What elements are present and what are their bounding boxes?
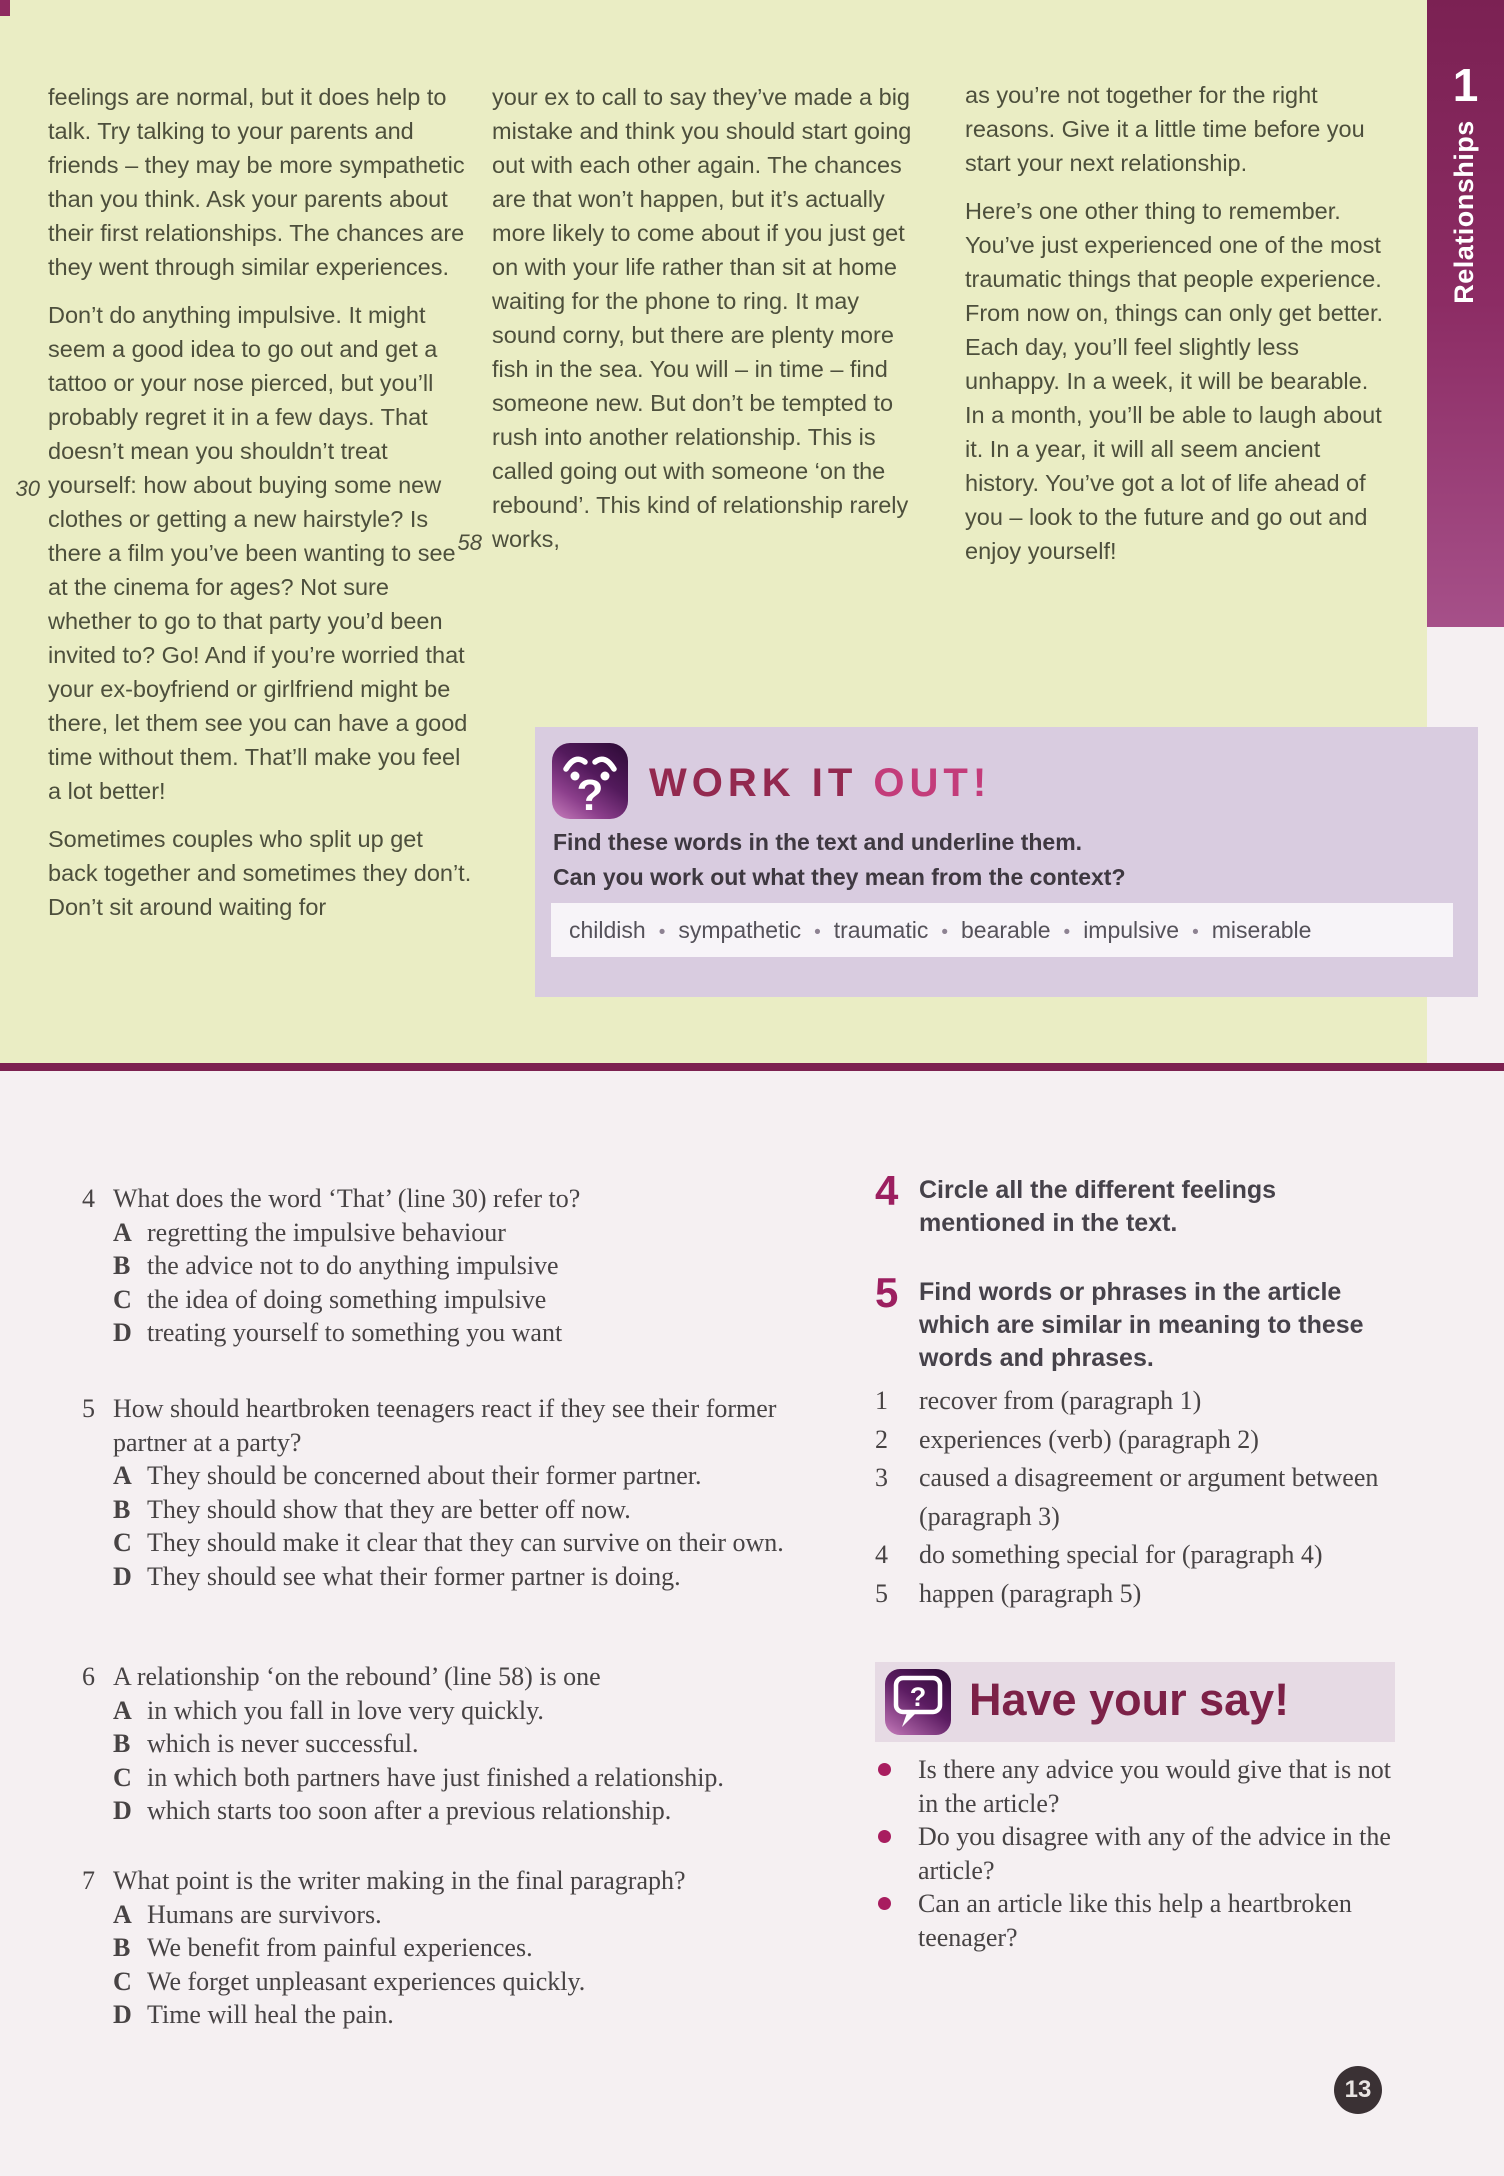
option-text: the idea of doing something impulsive xyxy=(147,1284,547,1314)
option-letter: D xyxy=(113,1796,132,1825)
article-paragraph: Sometimes couples who split up get back together and sometimes they don’t. Don’t sit around waiting for xyxy=(48,826,472,920)
have-your-say-title: Have your say! xyxy=(969,1674,1290,1725)
option-text: the advice not to do anything impulsive xyxy=(147,1251,559,1280)
option-text: which is never successful. xyxy=(147,1729,419,1758)
unit-title-rotated xyxy=(1425,92,1503,332)
vocabulary-word: sympathetic • xyxy=(678,917,833,944)
article-column-2 xyxy=(492,80,920,570)
option-letter: D xyxy=(113,1561,132,1591)
item-number: 4 xyxy=(875,1540,888,1569)
task-5 xyxy=(875,1269,1410,1375)
instruction-line: Can you work out what they mean from the context? xyxy=(553,864,1126,890)
article-column-1 xyxy=(48,80,473,938)
option-text: They should make it clear that they can survive on their own. xyxy=(147,1528,784,1557)
question-text: What does the word ‘That’ (line 30) refer to? xyxy=(113,1184,581,1213)
option-letter: D xyxy=(113,2000,132,2029)
task-4 xyxy=(875,1167,1410,1240)
item-text: experiences (verb) (paragraph 2) xyxy=(919,1424,1259,1454)
option-text: in which both partners have just finished a relationship. xyxy=(147,1762,724,1792)
answer-option xyxy=(113,1216,806,1250)
question-text: What point is the writer making in the final paragraph? xyxy=(113,1866,686,1895)
option-text: They should show that they are better off now. xyxy=(147,1494,631,1524)
unit-title: Relationships xyxy=(1448,120,1479,304)
option-text: treating yourself to something you want xyxy=(147,1318,563,1347)
option-letter: B xyxy=(113,1494,131,1524)
article-paragraph: Don’t do anything impulsive. It might seem a good idea to go out and get a tattoo or your nose pierced, but you’ll probably regret it in a few days. That doesn’t mean you shouldn’t treat yourself: how about buying some new clothes or getting a new hairstyle? Is there a film you’ve been wanting to see at the cinema for ages? Not sure whether to go to that party you’d been invited to? Go! And if you’re worried that your ex-boyfriend or girlfriend might be there, let them see you can have a good time without them. That’ll make you feel a lot better! xyxy=(48,302,468,804)
option-text: in which you fall in love very quickly. xyxy=(147,1695,544,1725)
article-section xyxy=(0,0,1427,1066)
option-letter: C xyxy=(113,1966,132,1996)
bullet-dot xyxy=(878,1897,891,1910)
answer-option xyxy=(113,1761,806,1795)
article-paragraph: as you’re not together for the right reasons. Give it a little time before you start your next relationship. xyxy=(965,82,1365,176)
option-letter: B xyxy=(113,1933,131,1962)
question-7 xyxy=(82,1864,806,2032)
option-letter: D xyxy=(113,1318,132,1347)
task-number: 5 xyxy=(875,1269,899,1316)
vocabulary-word-strip xyxy=(551,903,1453,957)
task-text: Find words or phrases in the article which are similar in meaning to these words and phrases. xyxy=(919,1278,1364,1372)
answer-option xyxy=(113,1493,806,1527)
item-number: 3 xyxy=(875,1463,888,1492)
svg-text:?: ? xyxy=(576,771,604,819)
task-5-items xyxy=(875,1382,1395,1613)
corner-mark xyxy=(0,0,10,16)
task-number: 4 xyxy=(875,1167,899,1214)
question-number: 6 xyxy=(82,1662,95,1691)
answer-option xyxy=(113,1727,806,1761)
item-number: 1 xyxy=(875,1386,888,1415)
item-number: 2 xyxy=(875,1424,888,1454)
work-it-out-box xyxy=(535,727,1478,997)
speech-bubble-icon xyxy=(885,1669,951,1735)
option-text: We benefit from painful experiences. xyxy=(147,1933,533,1962)
option-text: Humans are survivors. xyxy=(147,1899,382,1929)
answer-option xyxy=(113,1998,806,2032)
article-paragraph: feelings are normal, but it does help to talk. Try talking to your parents and friends – they may be more sympathetic than you think. Ask your parents about their first relationships. The chances are they went through similar experiences. xyxy=(48,84,465,280)
option-text: which starts too soon after a previous relationship. xyxy=(147,1796,672,1825)
task-item xyxy=(875,1459,1395,1536)
question-6 xyxy=(82,1660,806,1828)
bullet-text: Is there any advice you would give that is not in the article? xyxy=(918,1755,1391,1818)
task-item xyxy=(875,1575,1395,1614)
question-4 xyxy=(82,1182,806,1350)
page-number: 13 xyxy=(1334,2066,1382,2114)
vocabulary-word: traumatic • xyxy=(834,917,961,944)
article-column-3 xyxy=(965,78,1390,582)
answer-option xyxy=(113,1965,806,1999)
question-number: 4 xyxy=(82,1184,95,1213)
option-letter: A xyxy=(113,1695,132,1725)
answer-option xyxy=(113,1283,806,1317)
answer-option xyxy=(113,1526,806,1560)
unit-number: 1 xyxy=(1452,59,1479,111)
vocabulary-word: bearable • xyxy=(961,917,1083,944)
option-letter: C xyxy=(113,1762,132,1792)
have-your-say-header xyxy=(875,1662,1395,1742)
instruction-line: Find these words in the text and underline them. xyxy=(553,829,1083,855)
item-text: do something special for (paragraph 4) xyxy=(919,1540,1323,1569)
question-text: A relationship ‘on the rebound’ (line 58) is one xyxy=(113,1662,601,1691)
option-text: Time will heal the pain. xyxy=(147,2000,394,2029)
answer-option xyxy=(113,1694,806,1728)
task-item xyxy=(875,1382,1395,1421)
work-it-out-instructions xyxy=(553,825,1126,895)
option-letter: B xyxy=(113,1729,131,1758)
item-number: 5 xyxy=(875,1578,888,1608)
option-letter: C xyxy=(113,1284,132,1314)
item-text: happen (paragraph 5) xyxy=(919,1578,1142,1608)
question-face-icon xyxy=(552,743,628,819)
work-it-out-title-accent: OUT! xyxy=(873,761,992,805)
answer-option xyxy=(113,1898,806,1932)
option-text: We forget unpleasant experiences quickly. xyxy=(147,1966,586,1996)
answer-option xyxy=(113,1560,806,1594)
item-text: recover from (paragraph 1) xyxy=(919,1386,1202,1415)
have-your-say-questions xyxy=(878,1753,1398,1954)
bullet-dot xyxy=(878,1763,891,1776)
task-item xyxy=(875,1536,1395,1575)
option-letter: A xyxy=(113,1899,132,1929)
line-number-30: 30 xyxy=(15,476,40,501)
answer-option xyxy=(113,1249,806,1283)
option-text: regretting the impulsive behaviour xyxy=(147,1217,506,1247)
option-letter: A xyxy=(113,1217,132,1247)
work-it-out-title xyxy=(649,761,991,806)
question-number: 7 xyxy=(82,1866,95,1895)
vocabulary-word: miserable xyxy=(1211,916,1312,943)
line-number-58: 58 xyxy=(457,530,482,555)
answer-option xyxy=(113,1931,806,1965)
option-letter: A xyxy=(113,1461,132,1490)
option-text: They should be concerned about their former partner. xyxy=(147,1461,702,1490)
vocabulary-word: childish • xyxy=(569,917,678,944)
question-5 xyxy=(82,1392,806,1593)
option-text: They should see what their former partner is doing. xyxy=(147,1561,681,1591)
task-text: Circle all the different feelings mentioned in the text. xyxy=(919,1176,1277,1237)
section-divider xyxy=(0,1063,1504,1071)
question-number: 5 xyxy=(82,1394,95,1423)
option-letter: C xyxy=(113,1528,132,1557)
discussion-bullet xyxy=(878,1887,1398,1954)
vocabulary-word: impulsive • xyxy=(1083,917,1212,944)
bullet-text: Do you disagree with any of the advice in the article? xyxy=(918,1822,1391,1885)
answer-option xyxy=(113,1316,806,1350)
option-letter: B xyxy=(113,1251,131,1280)
svg-text:?: ? xyxy=(909,1682,927,1712)
article-paragraph: Here’s one other thing to remember. You’ve just experienced one of the most traumatic things that people experience. From now on, things can only get better. Each day, you’ll feel slightly less unhappy. In a week, it will be bearable. In a month, you’ll be able to laugh about it. In a year, it will all seem ancient history. You’ve got a lot of life ahead of you – look to the future and go out and enjoy yourself! xyxy=(965,198,1384,564)
question-text: How should heartbroken teenagers react if they see their former partner at a party? xyxy=(113,1394,777,1457)
article-paragraph: your ex to call to say they’ve made a big mistake and think you should start going out with each other again. The chances are that won’t happen, but it’s actually more likely to come about if you just get on with your life rather than sit at home waiting for the phone to ring. It may sound corny, but there are plenty more fish in the sea. You will – in time – find someone new. But don’t be tempted to rush into another relationship. This is called going out with someone ‘on the rebound’. This kind of relationship rarely works, xyxy=(492,84,912,552)
answer-option xyxy=(113,1459,806,1493)
discussion-bullet xyxy=(878,1753,1398,1820)
work-it-out-title-main: WORK IT xyxy=(649,761,874,805)
bullet-text: Can an article like this help a heartbroken teenager? xyxy=(918,1889,1352,1952)
task-item xyxy=(875,1421,1395,1460)
discussion-bullet xyxy=(878,1820,1398,1887)
bullet-dot xyxy=(878,1830,891,1843)
answer-option xyxy=(113,1794,806,1828)
item-text: caused a disagreement or argument between (paragraph 3) xyxy=(919,1463,1379,1531)
